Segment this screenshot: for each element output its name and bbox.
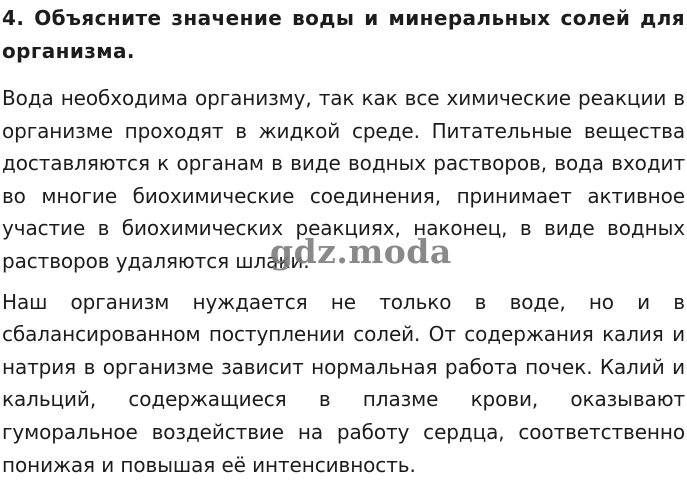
watermark-text: gdz.moda: [270, 232, 452, 271]
document-page: [2, 0, 685, 481]
answer-paragraph-1: Вода необходима организму, так как все химические реакции в организме проходят в жидкой среде. Питательные вещества доставляются к органам в виде водных растворов, вода входит во многие биохимические соединения, принимает активное участие в биохимических реакциях, наконец, в виде водных растворов удаляются шлаки.: [2, 86, 685, 273]
answer-paragraph-2: Наш организм нуждается не только в воде, но и в сбалансированном поступлении солей. От содержания калия и натрия в организме зависит нормальная работа почек. Калий и кальций, содержащиеся в плазме крови, оказывают гуморальное воздействие на работу сердца, соответственно понижая и повышая её интенсивность.: [2, 289, 685, 477]
question-heading: 4. Объясните значение воды и минеральных солей для организма.: [2, 6, 685, 63]
